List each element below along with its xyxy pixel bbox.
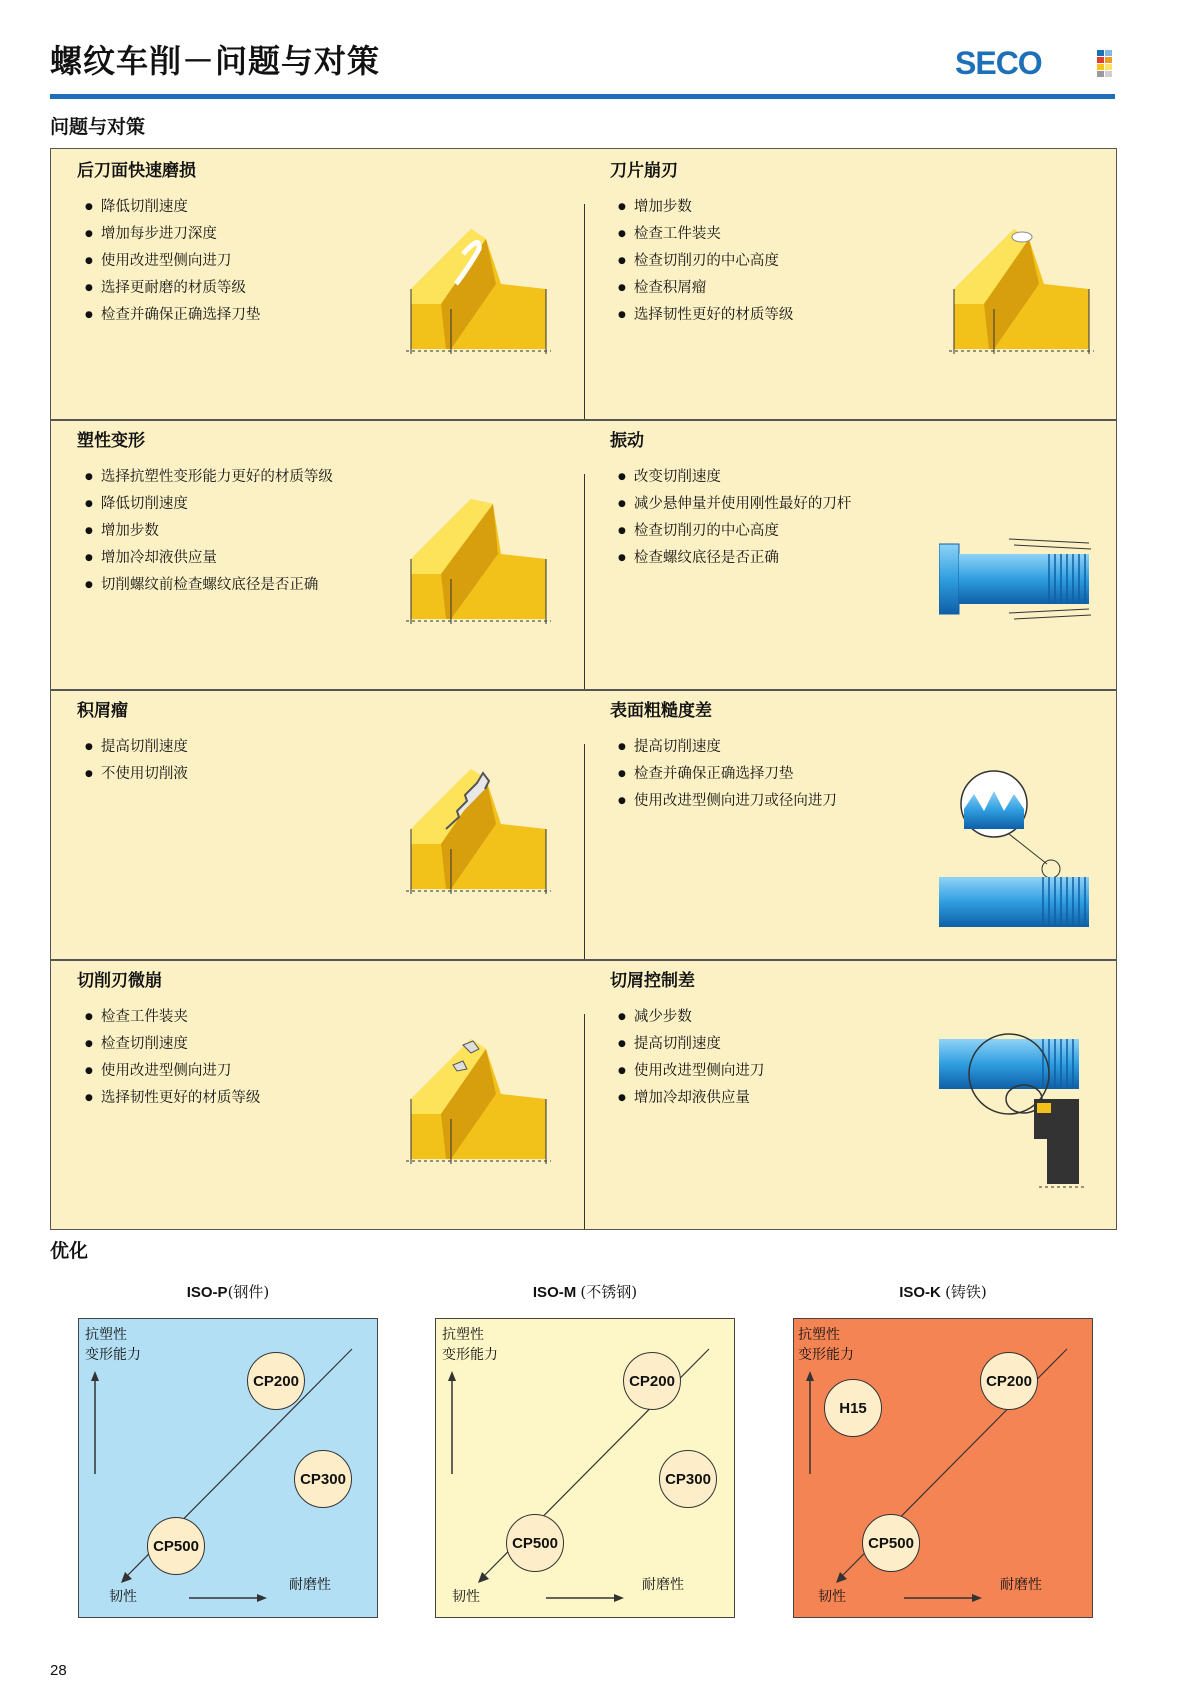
remedy-item: ● 减少悬伸量并使用刚性最好的刀杆 — [618, 492, 851, 519]
problem-title: 刀片崩刃 — [610, 161, 678, 181]
panel-title-material: (钢件) — [227, 1283, 270, 1301]
problem-cell-vibration — [584, 419, 1117, 689]
problem-cell-microchipping — [51, 959, 584, 1229]
remedy-list — [618, 195, 793, 330]
grade-badge: CP200 — [247, 1352, 305, 1410]
svg-text:SECO: SECO — [955, 45, 1042, 81]
panel-title-material: (铸铁) — [945, 1283, 987, 1301]
remedy-list — [85, 195, 260, 330]
panel-title-code: ISO-P — [186, 1284, 228, 1301]
insert-deformation-icon — [401, 499, 561, 639]
remedy-item: ● 提高切削速度 — [85, 735, 188, 762]
page-number: 28 — [50, 1662, 67, 1679]
insert-flank-wear-icon — [401, 229, 561, 369]
remedy-item: ● 使用改进型侧向进刀 — [618, 1059, 764, 1086]
remedy-list — [85, 1005, 260, 1113]
wear-resistance-label: 耐磨性 — [1000, 1577, 1042, 1593]
grade-badge: CP500 — [147, 1517, 205, 1575]
remedy-item: ● 提高切削速度 — [618, 1032, 764, 1059]
seco-logo — [955, 44, 1115, 84]
remedy-item: ● 检查工件装夹 — [618, 222, 793, 249]
grade-badge: CP500 — [506, 1514, 564, 1572]
remedy-item: ● 不使用切削液 — [85, 762, 188, 789]
problem-cell-chipping — [584, 149, 1117, 419]
panel-title-code: ISO-K — [899, 1284, 946, 1301]
remedy-item: ● 增加每步进刀深度 — [85, 222, 260, 249]
remedy-item: ● 降低切削速度 — [85, 195, 260, 222]
remedy-item: ● 检查积屑瘤 — [618, 276, 793, 303]
remedy-item: ● 选择韧性更好的材质等级 — [618, 303, 793, 330]
remedy-item: ● 增加冷却液供应量 — [85, 546, 333, 573]
insert-built-up-edge-icon — [401, 769, 561, 909]
cell-divider — [584, 744, 585, 959]
remedy-item: ● 选择更耐磨的材质等级 — [85, 276, 260, 303]
y-axis-label: 抗塑性 变形能力 — [85, 1327, 141, 1363]
panel-title-iso-p — [78, 1281, 378, 1302]
problem-cell-built-up-edge — [51, 689, 584, 959]
remedy-item: ● 增加步数 — [618, 195, 793, 222]
remedy-list — [618, 465, 851, 573]
y-axis-label: 抗塑性 变形能力 — [442, 1327, 498, 1363]
remedy-list — [85, 735, 188, 789]
grade-panel-iso-p — [78, 1318, 378, 1618]
wear-resistance-label: 耐磨性 — [289, 1577, 331, 1593]
remedy-item: ● 检查切削刃的中心高度 — [618, 519, 851, 546]
grade-panel-iso-m — [435, 1318, 735, 1618]
y-axis-label: 抗塑性 变形能力 — [798, 1327, 854, 1363]
page-title: 螺纹车削－问题与对策 — [50, 42, 381, 80]
problem-cell-plastic-deformation — [51, 419, 584, 689]
problem-cell-surface-finish — [584, 689, 1117, 959]
problem-title: 后刀面快速磨损 — [77, 161, 196, 181]
remedy-item: ● 检查螺纹底径是否正确 — [618, 546, 851, 573]
remedy-item: ● 检查切削刃的中心高度 — [618, 249, 793, 276]
grade-badge: H15 — [824, 1379, 882, 1437]
grade-badge: CP300 — [659, 1450, 717, 1508]
remedy-item: ● 选择抗塑性变形能力更好的材质等级 — [85, 465, 333, 492]
problem-title: 振动 — [610, 431, 644, 451]
vibrating-workpiece-icon — [939, 529, 1099, 629]
panel-title-material: (不锈钢) — [580, 1283, 638, 1301]
remedy-item: ● 增加步数 — [85, 519, 333, 546]
cell-divider — [584, 1014, 585, 1229]
insert-microchipping-icon — [401, 1039, 561, 1179]
remedy-list — [618, 1005, 764, 1113]
insert-chipping-icon — [944, 229, 1104, 369]
remedy-item: ● 增加冷却液供应量 — [618, 1086, 764, 1113]
grade-badge: CP500 — [862, 1514, 920, 1572]
panel-title-code: ISO-M — [532, 1284, 581, 1301]
remedy-item: ● 减少步数 — [618, 1005, 764, 1032]
remedy-list — [618, 735, 837, 816]
problem-title: 切削刃微崩 — [77, 971, 162, 991]
remedy-item: ● 检查并确保正确选择刀垫 — [618, 762, 837, 789]
wear-resistance-label: 耐磨性 — [642, 1577, 684, 1593]
remedy-item: ● 选择韧性更好的材质等级 — [85, 1086, 260, 1113]
grade-badge: CP200 — [980, 1352, 1038, 1410]
problem-cell-chip-control — [584, 959, 1117, 1229]
remedy-item: ● 改变切削速度 — [618, 465, 851, 492]
remedy-item: ● 使用改进型侧向进刀或径向进刀 — [618, 789, 837, 816]
toughness-label: 韧性 — [818, 1589, 846, 1605]
section-heading-optimization: 优化 — [50, 1240, 89, 1262]
problem-title: 积屑瘤 — [77, 701, 128, 721]
remedy-item: ● 降低切削速度 — [85, 492, 333, 519]
chip-control-icon — [939, 1029, 1099, 1199]
panel-title-iso-m — [435, 1281, 735, 1302]
title-rule — [50, 94, 1115, 99]
problem-title: 切屑控制差 — [610, 971, 695, 991]
cell-divider — [584, 474, 585, 689]
remedy-item: ● 使用改进型侧向进刀 — [85, 1059, 260, 1086]
toughness-label: 韧性 — [109, 1589, 137, 1605]
grade-badge: CP300 — [294, 1450, 352, 1508]
remedy-item: ● 检查并确保正确选择刀垫 — [85, 303, 260, 330]
remedy-item: ● 检查工件装夹 — [85, 1005, 260, 1032]
grade-badge: CP200 — [623, 1352, 681, 1410]
remedy-item: ● 提高切削速度 — [618, 735, 837, 762]
rough-thread-surface-icon — [939, 769, 1099, 929]
remedy-item: ● 使用改进型侧向进刀 — [85, 249, 260, 276]
remedy-item: ● 检查切削速度 — [85, 1032, 260, 1059]
remedy-item: ● 切削螺纹前检查螺纹底径是否正确 — [85, 573, 333, 600]
toughness-label: 韧性 — [452, 1589, 480, 1605]
grade-panel-iso-k — [793, 1318, 1093, 1618]
problem-cell-flank-wear — [51, 149, 584, 419]
problem-title: 表面粗糙度差 — [610, 701, 712, 721]
panel-title-iso-k — [793, 1281, 1093, 1302]
remedy-list — [85, 465, 333, 600]
problems-grid — [50, 148, 1117, 1230]
problem-title: 塑性变形 — [77, 431, 145, 451]
section-heading-problems: 问题与对策 — [50, 116, 146, 138]
cell-divider — [584, 204, 585, 419]
